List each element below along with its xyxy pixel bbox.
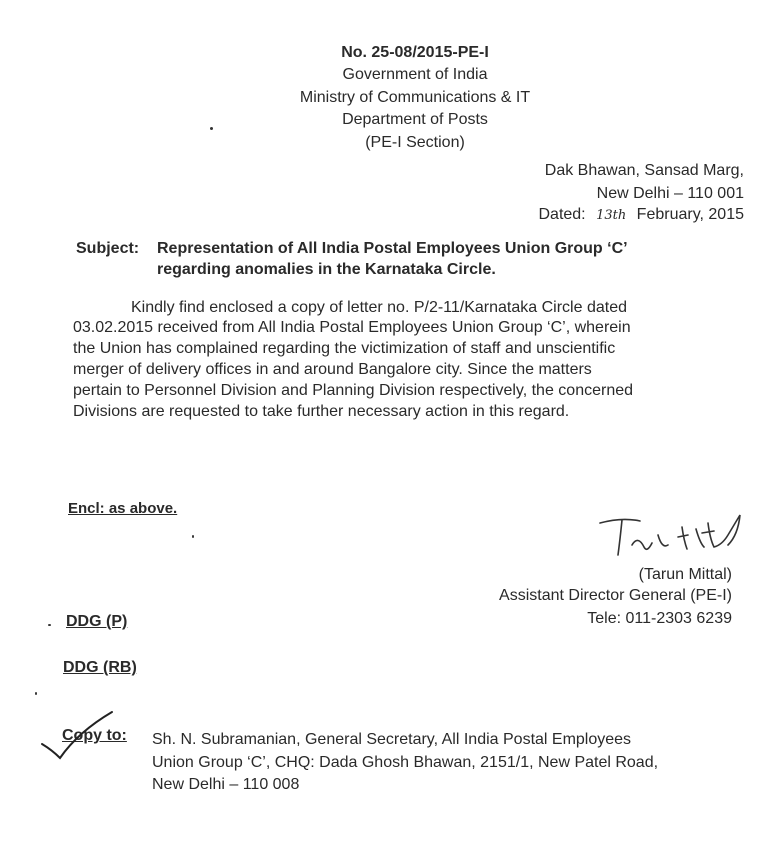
department-line: Department of Posts <box>342 111 488 128</box>
copy-to-line-2: Union Group ‘C’, CHQ: Dada Ghosh Bhawan, 2151/1, New Patel Road, <box>152 754 659 771</box>
tick-mark-icon <box>38 708 118 762</box>
dated-label: Dated: <box>538 206 586 223</box>
scan-speck <box>210 127 213 130</box>
date-line <box>538 206 744 224</box>
subject-label: Subject: <box>76 240 140 257</box>
dated-rest: February, 2015 <box>636 206 744 223</box>
government-line: Government of India <box>342 66 488 83</box>
body-line-5: pertain to Personnel Division and Planning Division respectively, the concerned <box>73 382 634 399</box>
body-line-3: the Union has complained regarding the victimization of staff and unscientific <box>73 340 616 357</box>
section-line: (PE-I Section) <box>365 134 465 151</box>
file-number: No. 25-08/2015-PE-I <box>341 44 489 61</box>
body-line-6: Divisions are requested to take further necessary action in this regard. <box>73 403 570 420</box>
address-line-2: New Delhi – 110 001 <box>596 185 744 202</box>
body-line-1: Kindly find enclosed a copy of letter no. P/2-11/Karnataka Circle dated <box>131 299 627 316</box>
enclosure-note: Encl: as above. <box>68 500 178 517</box>
dated-day: 13th <box>596 208 627 223</box>
body-line-4: merger of delivery offices in and around Bangalore city. Since the matters <box>73 361 592 378</box>
copy-to-label: Copy to: <box>62 727 127 744</box>
recipient-ddg-p: DDG (P) <box>66 613 128 630</box>
copy-to-line-3: New Delhi – 110 008 <box>152 776 300 793</box>
scan-speck <box>35 692 37 695</box>
ministry-line: Ministry of Communications & IT <box>299 89 531 106</box>
signatory-name: (Tarun Mittal) <box>638 566 732 583</box>
scan-speck <box>48 624 51 626</box>
body-line-2: 03.02.2015 received from All India Postal Employees Union Group ‘C’, wherein <box>73 319 631 336</box>
scan-speck <box>192 535 194 538</box>
recipient-ddg-rb: DDG (RB) <box>63 659 137 676</box>
address-line-1: Dak Bhawan, Sansad Marg, <box>544 162 744 179</box>
signature-image <box>592 505 752 565</box>
subject-line-2: regarding anomalies in the Karnataka Circle. <box>157 261 496 278</box>
signatory-phone: Tele: 011-2303 6239 <box>587 610 732 627</box>
copy-to-line-1: Sh. N. Subramanian, General Secretary, All India Postal Employees <box>152 731 632 748</box>
subject-line-1: Representation of All India Postal Employees Union Group ‘C’ <box>157 240 628 257</box>
signatory-designation: Assistant Director General (PE-I) <box>499 587 732 604</box>
